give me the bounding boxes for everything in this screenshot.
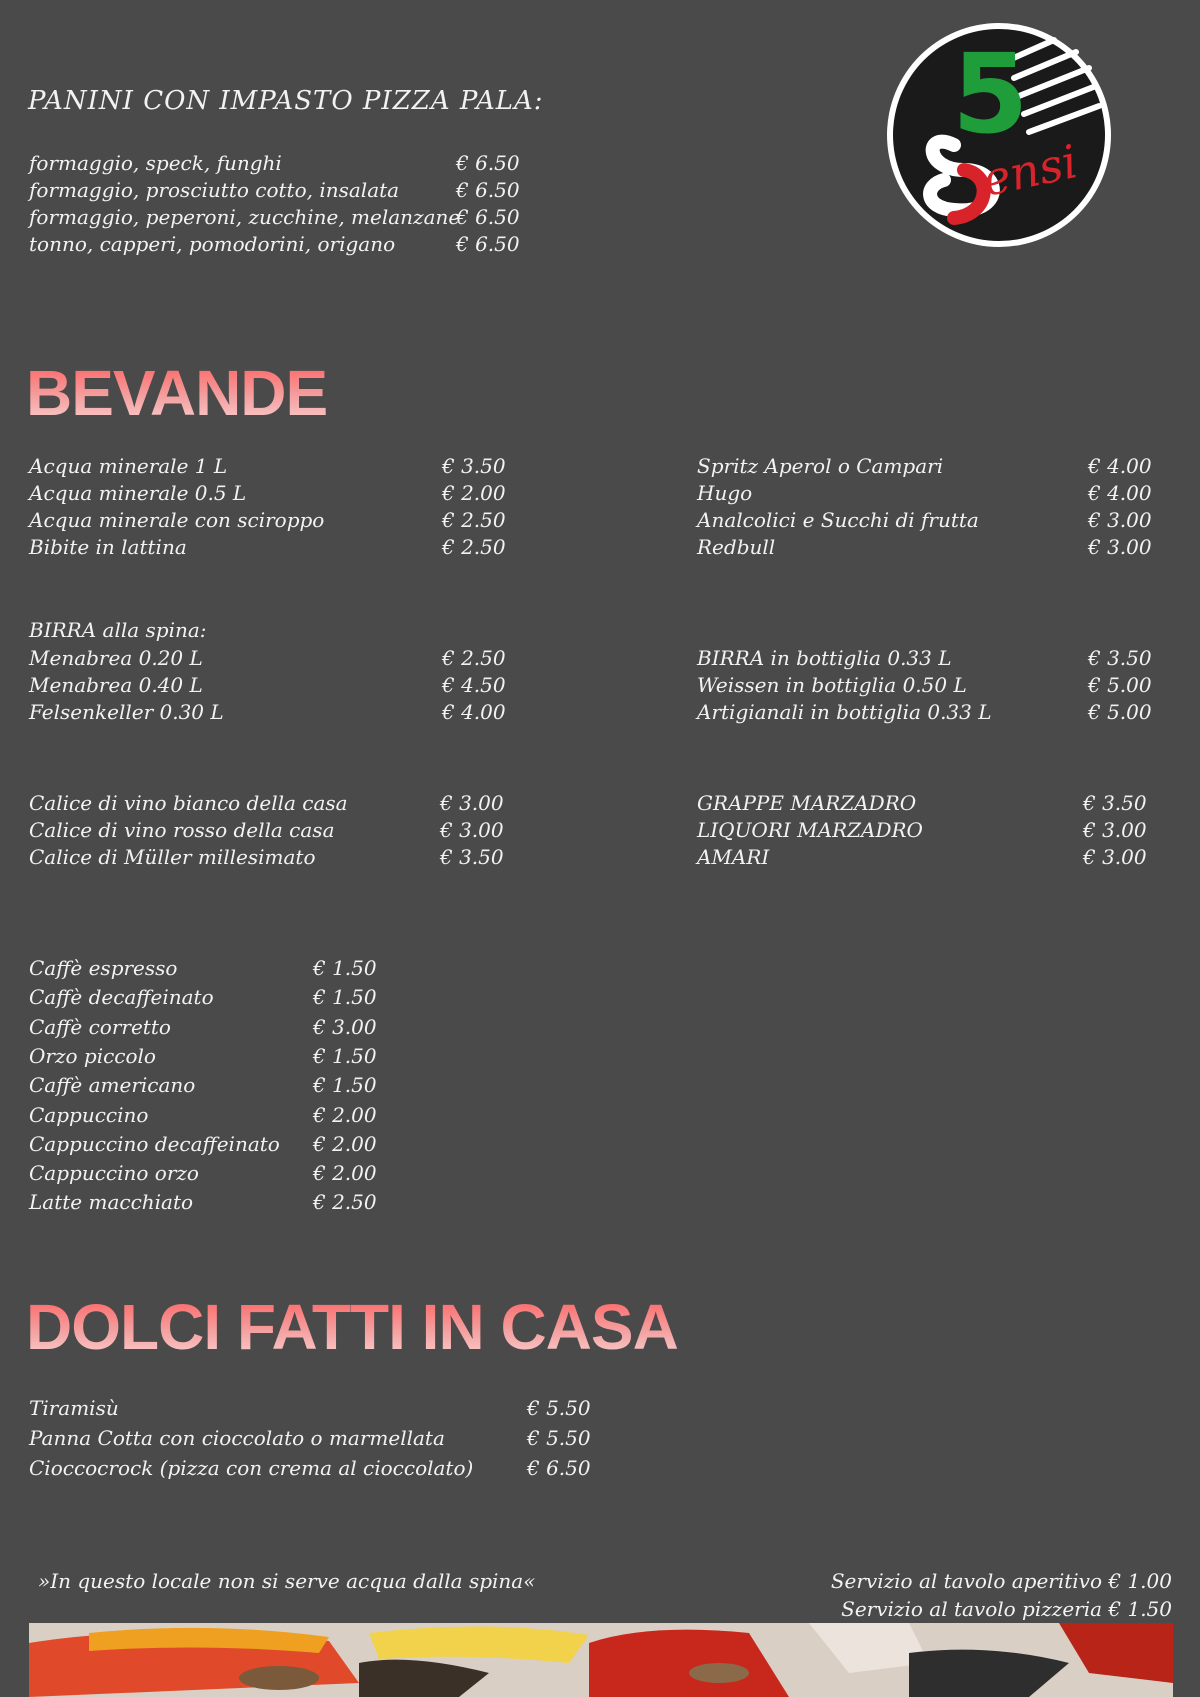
item-price: € 3.50 [1083, 791, 1147, 815]
item-price: € 1.50 [313, 956, 377, 980]
item-name: Acqua minerale 0.5 L [29, 481, 247, 505]
item-name: AMARI [697, 845, 770, 869]
logo-5-sensi [884, 20, 1114, 250]
service-aperitivo: Servizio al tavolo aperitivo € 1.00 [830, 1569, 1172, 1593]
item-price: € 2.00 [442, 481, 506, 505]
birra-spina-heading: BIRRA alla spina: [29, 618, 207, 642]
item-price: € 5.00 [1088, 673, 1152, 697]
item-price: € 6.50 [527, 1456, 591, 1480]
item-name: Panna Cotta con cioccolato o marmellata [29, 1426, 445, 1450]
item-name: Tiramisù [29, 1396, 119, 1420]
service-pizzeria: Servizio al tavolo pizzeria € 1.50 [841, 1597, 1172, 1621]
item-price: € 2.00 [313, 1131, 377, 1156]
item-name: Cappuccino [29, 1102, 149, 1127]
item-name: Weissen in bottiglia 0.50 L [697, 673, 967, 697]
item-price: € 2.50 [313, 1190, 377, 1215]
item-name: Acqua minerale con sciroppo [29, 508, 325, 532]
item-price: € 3.00 [1083, 845, 1147, 869]
item-price: € 2.00 [313, 1102, 377, 1127]
item-price: € 6.50 [456, 205, 520, 229]
item-price: € 3.00 [1088, 535, 1152, 559]
item-name: Felsenkeller 0.30 L [29, 700, 224, 724]
item-name: Cappuccino orzo [29, 1161, 199, 1186]
svg-text:ensi: ensi [977, 134, 1083, 207]
item-name: Acqua minerale 1 L [29, 454, 228, 478]
panini-title: PANINI CON IMPASTO PIZZA PALA: [28, 86, 544, 116]
item-name: formaggio, peperoni, zucchine, melanzane [29, 205, 461, 229]
item-name: Latte macchiato [29, 1190, 194, 1215]
item-name: GRAPPE MARZADRO [697, 791, 917, 815]
footer-note: »In questo locale non si serve acqua dalla spina« [38, 1569, 536, 1593]
item-price: € 3.00 [1088, 508, 1152, 532]
item-name: BIRRA in bottiglia 0.33 L [697, 646, 952, 670]
item-price: € 3.00 [440, 791, 504, 815]
item-name: formaggio, speck, funghi [29, 151, 282, 175]
item-name: Caffè americano [29, 1073, 196, 1098]
svg-text:5: 5 [952, 30, 1029, 158]
item-name: Calice di vino rosso della casa [29, 818, 335, 842]
item-name: Caffè corretto [29, 1014, 171, 1039]
item-price: € 6.50 [456, 151, 520, 175]
item-price: € 6.50 [456, 232, 520, 256]
item-name: Cappuccino decaffeinato [29, 1131, 280, 1156]
item-price: € 4.00 [1088, 481, 1152, 505]
item-name: Bibite in lattina [29, 535, 187, 559]
item-name: Cioccocrock (pizza con crema al cioccolato) [29, 1456, 474, 1480]
item-price: € 4.00 [1088, 454, 1152, 478]
item-price: € 5.00 [1088, 700, 1152, 724]
item-price: € 3.00 [1083, 818, 1147, 842]
pizza-photo [29, 1623, 1173, 1697]
bevande-title: BEVANDE [26, 357, 328, 429]
item-price: € 1.50 [313, 1043, 377, 1068]
item-price: € 1.50 [313, 985, 377, 1010]
item-price: € 5.50 [527, 1426, 591, 1450]
item-name: Menabrea 0.40 L [29, 673, 203, 697]
item-price: € 1.50 [313, 1073, 377, 1098]
item-name: LIQUORI MARZADRO [697, 818, 923, 842]
item-price: € 3.50 [442, 454, 506, 478]
item-price: € 4.00 [442, 700, 506, 724]
item-name: Artigianali in bottiglia 0.33 L [697, 700, 992, 724]
item-price: € 6.50 [456, 178, 520, 202]
item-name: Spritz Aperol o Campari [697, 454, 944, 478]
item-price: € 2.50 [442, 535, 506, 559]
item-price: € 3.00 [440, 818, 504, 842]
item-name: Calice di vino bianco della casa [29, 791, 348, 815]
item-price: € 3.50 [440, 845, 504, 869]
item-price: € 4.50 [442, 673, 506, 697]
item-price: € 2.50 [442, 508, 506, 532]
item-price: € 5.50 [527, 1396, 591, 1420]
item-price: € 3.00 [313, 1014, 377, 1039]
item-name: Menabrea 0.20 L [29, 646, 203, 670]
item-name: tonno, capperi, pomodorini, origano [29, 232, 396, 256]
item-name: Calice di Müller millesimato [29, 845, 316, 869]
dolci-title: DOLCI FATTI IN CASA [26, 1291, 678, 1363]
item-price: € 2.50 [442, 646, 506, 670]
item-name: Analcolici e Succhi di frutta [697, 508, 979, 532]
item-name: formaggio, prosciutto cotto, insalata [29, 178, 400, 202]
item-name: Caffè espresso [29, 956, 178, 980]
item-name: Orzo piccolo [29, 1043, 156, 1068]
item-price: € 2.00 [313, 1161, 377, 1186]
item-name: Caffè decaffeinato [29, 985, 214, 1010]
item-name: Hugo [697, 481, 753, 505]
item-name: Redbull [697, 535, 776, 559]
item-price: € 3.50 [1088, 646, 1152, 670]
